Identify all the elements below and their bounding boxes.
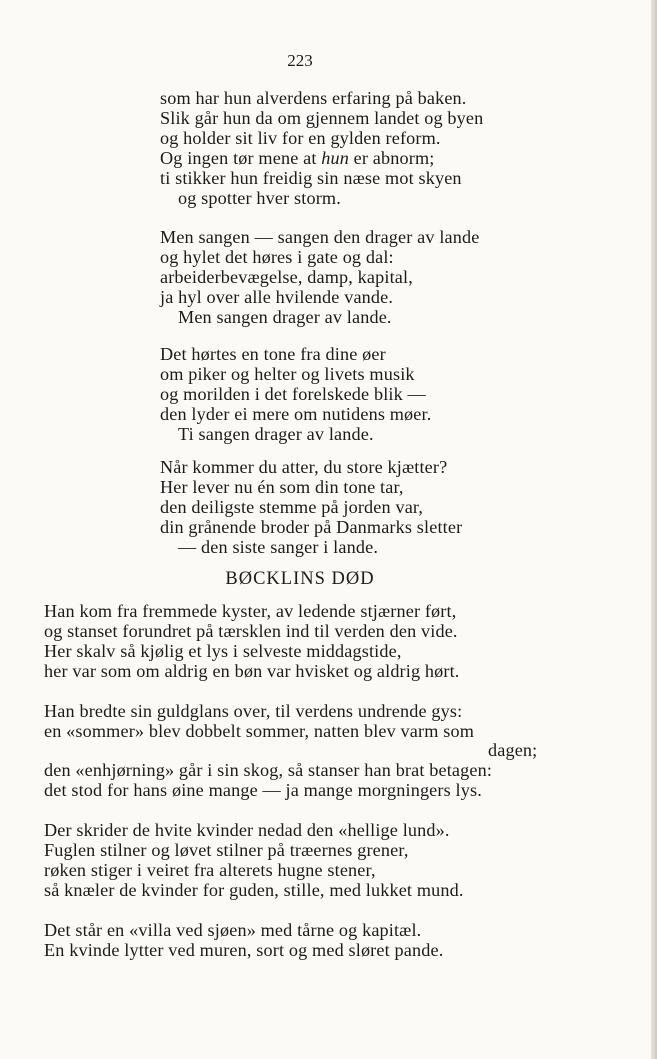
poem-line: og holder sit liv for en gylden reform.: [160, 128, 441, 148]
poem-line: den lyder ei mere om nutidens møer.: [160, 404, 432, 424]
poem-line: en «sommer» blev dobbelt sommer, natten blev varm som: [44, 721, 474, 741]
poem-line: Der skrider de hvite kvinder nedad den «hellige lund».: [44, 820, 450, 840]
poem-line: Han bredte sin guldglans over, til verdens undrende gys:: [44, 701, 463, 721]
poem-line: og stanset forundret på tærsklen ind til verden den vide.: [44, 621, 458, 641]
poem-line: og hylet det høres i gate og dal:: [160, 247, 394, 267]
poem-line: så knæler de kvinder for guden, stille, med lukket mund.: [44, 880, 464, 900]
italic-word: hun: [321, 148, 349, 168]
poem-text: Og ingen tør mene at: [160, 148, 322, 168]
poem-line: — den siste sanger i lande.: [178, 537, 379, 557]
poem-line-with-italic: [160, 148, 434, 168]
poem-line: din grånende broder på Danmarks sletter: [160, 517, 463, 537]
poem-line: Her skalv så kjølig et lys i selveste middagstide,: [44, 641, 402, 661]
poem-line: Slik går hun da om gjennem landet og byen: [160, 108, 484, 128]
poem-line-runover: dagen;: [488, 740, 538, 760]
poem-line: Han kom fra fremmede kyster, av ledende stjærner ført,: [44, 601, 457, 621]
poem-text: er abnorm;: [348, 148, 435, 168]
poem-line: ti stikker hun freidig sin næse mot skyen: [160, 168, 462, 188]
poem-line: og spotter hver storm.: [178, 188, 341, 208]
poem-line: røken stiger i veiret fra alterets hugne stener,: [44, 860, 376, 880]
poem-line: arbeiderbevægelse, damp, kapital,: [160, 267, 413, 287]
poem-line: den «enhjørning» går i sin skog, så stanser han brat betagen:: [44, 760, 493, 780]
poem-line: ja hyl over alle hvilende vande.: [160, 287, 394, 307]
poem-line: Fuglen stilner og løvet stilner på træernes grener,: [44, 840, 409, 860]
poem-line: Når kommer du atter, du store kjætter?: [160, 457, 448, 477]
poem-line: om piker og helter og livets musik: [160, 364, 415, 384]
poem-line: Her lever nu én som din tone tar,: [160, 477, 404, 497]
poem-line: og morilden i det forelskede blik —: [160, 384, 426, 404]
poem-line: Men sangen drager av lande.: [178, 307, 392, 327]
poem-line: den deiligste stemme på jorden var,: [160, 497, 424, 517]
poem-line: som har hun alverdens erfaring på baken.: [160, 88, 467, 108]
poem-line: En kvinde lytter ved muren, sort og med sløret pande.: [44, 940, 444, 960]
poem-line: det stod for hans øine mange — ja mange morgningers lys.: [44, 780, 482, 800]
poem-line: Men sangen — sangen den drager av lande: [160, 227, 480, 247]
poem-title: BØCKLINS DØD: [225, 569, 375, 589]
poem-line: her var som om aldrig en bøn var hvisket og aldrig hørt.: [44, 661, 460, 681]
poem-line: Ti sangen drager av lande.: [178, 424, 374, 444]
page-number: 223: [287, 51, 313, 70]
page-edge: [651, 0, 657, 1059]
poem-line: Det hørtes en tone fra dine øer: [160, 344, 386, 364]
poem-line: Det står en «villa ved sjøen» med tårne og kapitæl.: [44, 920, 422, 940]
